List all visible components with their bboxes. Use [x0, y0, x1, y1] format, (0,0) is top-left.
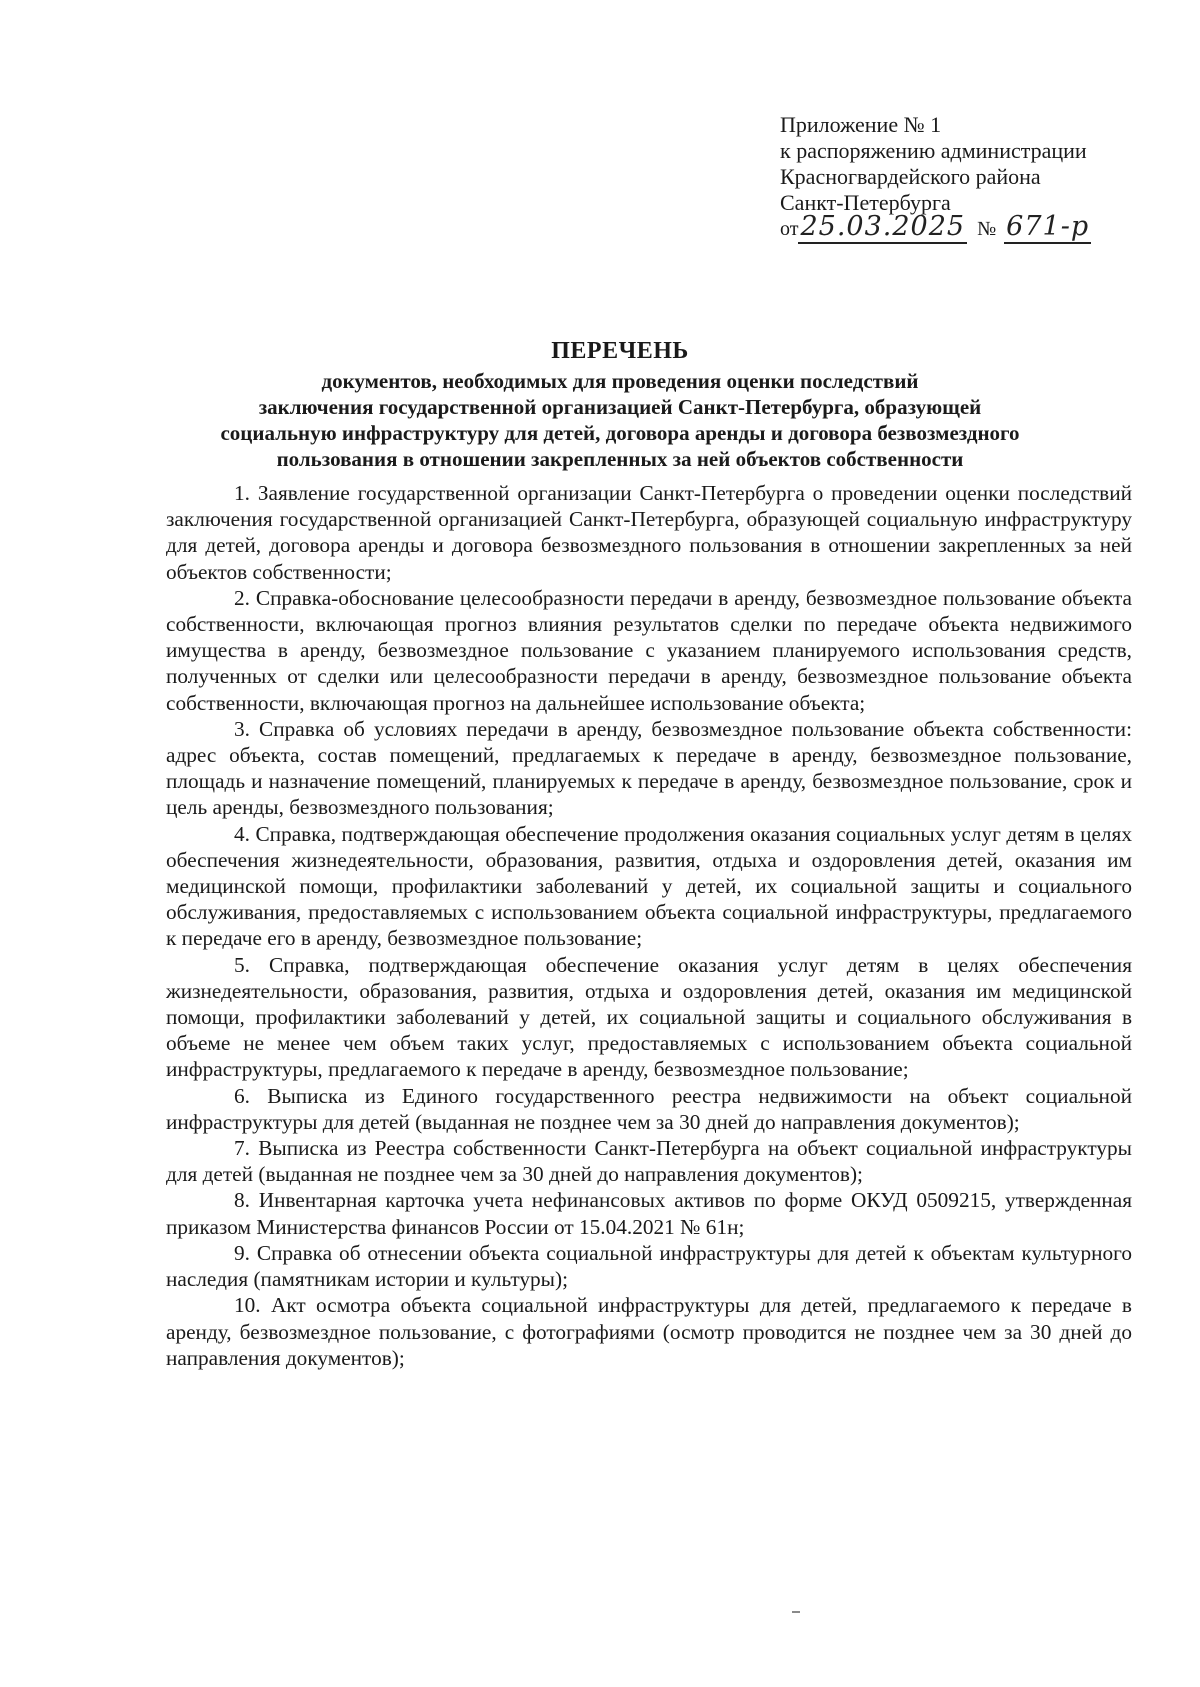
document-subtitle-line-2: заключения государственной организацией Санкт-Петербурга, образующей	[258, 395, 982, 419]
annex-number: Приложение № 1	[780, 112, 942, 137]
annex-block	[780, 112, 1140, 244]
annex-city: Санкт-Петербурга	[780, 190, 951, 215]
scan-mark	[792, 1611, 800, 1613]
list-item-10: 10. Акт осмотра объекта социальной инфраструктуры для детей, предлагаемого к передаче в аренду, безвозмездное пользование, с фотографиями (осмотр проводится не позднее чем за 30 дней до направления документов);	[166, 1293, 1132, 1370]
number-sign: №	[977, 218, 997, 240]
document-subtitle-line-3: социальную инфраструктуру для детей, договора аренды и договора безвозмездного	[220, 421, 1020, 445]
annex-date-number-line	[780, 211, 1140, 244]
list-item-4: 4. Справка, подтверждающая обеспечение продолжения оказания социальных услуг детям в целях обеспечения жизнедеятельности, образования, развития, отдыха и оздоровления детей, оказания им медицинской помощи, профилактики заболеваний у детей, их социальной защиты и социального обслуживания, предоставляемых с использованием объекта социальной инфраструктуры, предлагаемого к передаче его в аренду, безвозмездное пользование;	[166, 821, 1132, 951]
handwritten-number: 671-р	[1006, 211, 1090, 242]
list-item-1: 1. Заявление государственной организации Санкт-Петербурга о проведении оценки последствий заключения государственной организацией Санкт-Петербурга, образующей социальную инфраструктуру для детей, договора аренды и договора безвозмездного пользования в отношении закрепленных за ней объектов собственности;	[166, 481, 1132, 584]
document-title-block	[120, 336, 1120, 472]
list-item-8: 8. Инвентарная карточка учета нефинансовых активов по форме ОКУД 0509215, утвержденная приказом Министерства финансов России от 15.04.2021 № 61н;	[166, 1188, 1132, 1239]
document-title: ПЕРЕЧЕНЬ	[551, 338, 689, 364]
handwritten-date: 25.03.2025	[800, 211, 966, 242]
annex-district: Красногвардейского района	[780, 164, 1041, 189]
list-item-7: 7. Выписка из Реестра собственности Санкт-Петербурга на объект социальной инфраструктуры для детей (выданная не позднее чем за 30 дней до направления документов);	[166, 1136, 1132, 1187]
list-item-5: 5. Справка, подтверждающая обеспечение оказания услуг детям в целях обеспечения жизнедеятельности, образования, развития, отдыха и оздоровления детей, оказания им медицинской помощи, профилактики заболеваний у детей, их социальной защиты и социального обслуживания в объеме не менее чем объем таких услуг, предоставляемых с использованием объекта социальной инфраструктуры, предлагаемого к передаче в аренду, безвозмездное пользование;	[166, 952, 1132, 1082]
list-item-6: 6. Выписка из Единого государственного реестра недвижимости на объект социальной инфраструктуры для детей (выданная не позднее чем за 30 дней до направления документов);	[166, 1083, 1132, 1134]
document-subtitle-line-1: документов, необходимых для проведения оценки последствий	[321, 369, 919, 393]
date-prefix: от	[780, 218, 799, 240]
list-item-2: 2. Справка-обоснование целесообразности передачи в аренду, безвозмездное пользование объекта собственности, включающая прогноз влияния результатов сделки по передаче объекта недвижимого имущества в аренду, безвозмездное пользование с указанием планируемого использования средств, полученных от сделки или целесообразности передачи в аренду, безвозмездное пользование объекта собственности, включающая прогноз на дальнейшее использование объекта;	[166, 585, 1132, 715]
annex-reference: к распоряжению администрации	[780, 138, 1087, 163]
list-item-3: 3. Справка об условиях передачи в аренду, безвозмездное пользование объекта собственности: адрес объекта, состав помещений, предлагаемых к передаче в аренду, безвозмездное пользование, площадь и назначение помещений, планируемых к передаче в аренду, безвозмездное пользование, срок и цель аренды, безвозмездного пользования;	[166, 716, 1132, 820]
documents-list	[166, 480, 1132, 1371]
list-item-9: 9. Справка об отнесении объекта социальной инфраструктуры для детей к объектам культурного наследия (памятникам истории и культуры);	[166, 1240, 1132, 1292]
document-subtitle-line-4: пользования в отношении закрепленных за ней объектов собственности	[276, 447, 964, 471]
